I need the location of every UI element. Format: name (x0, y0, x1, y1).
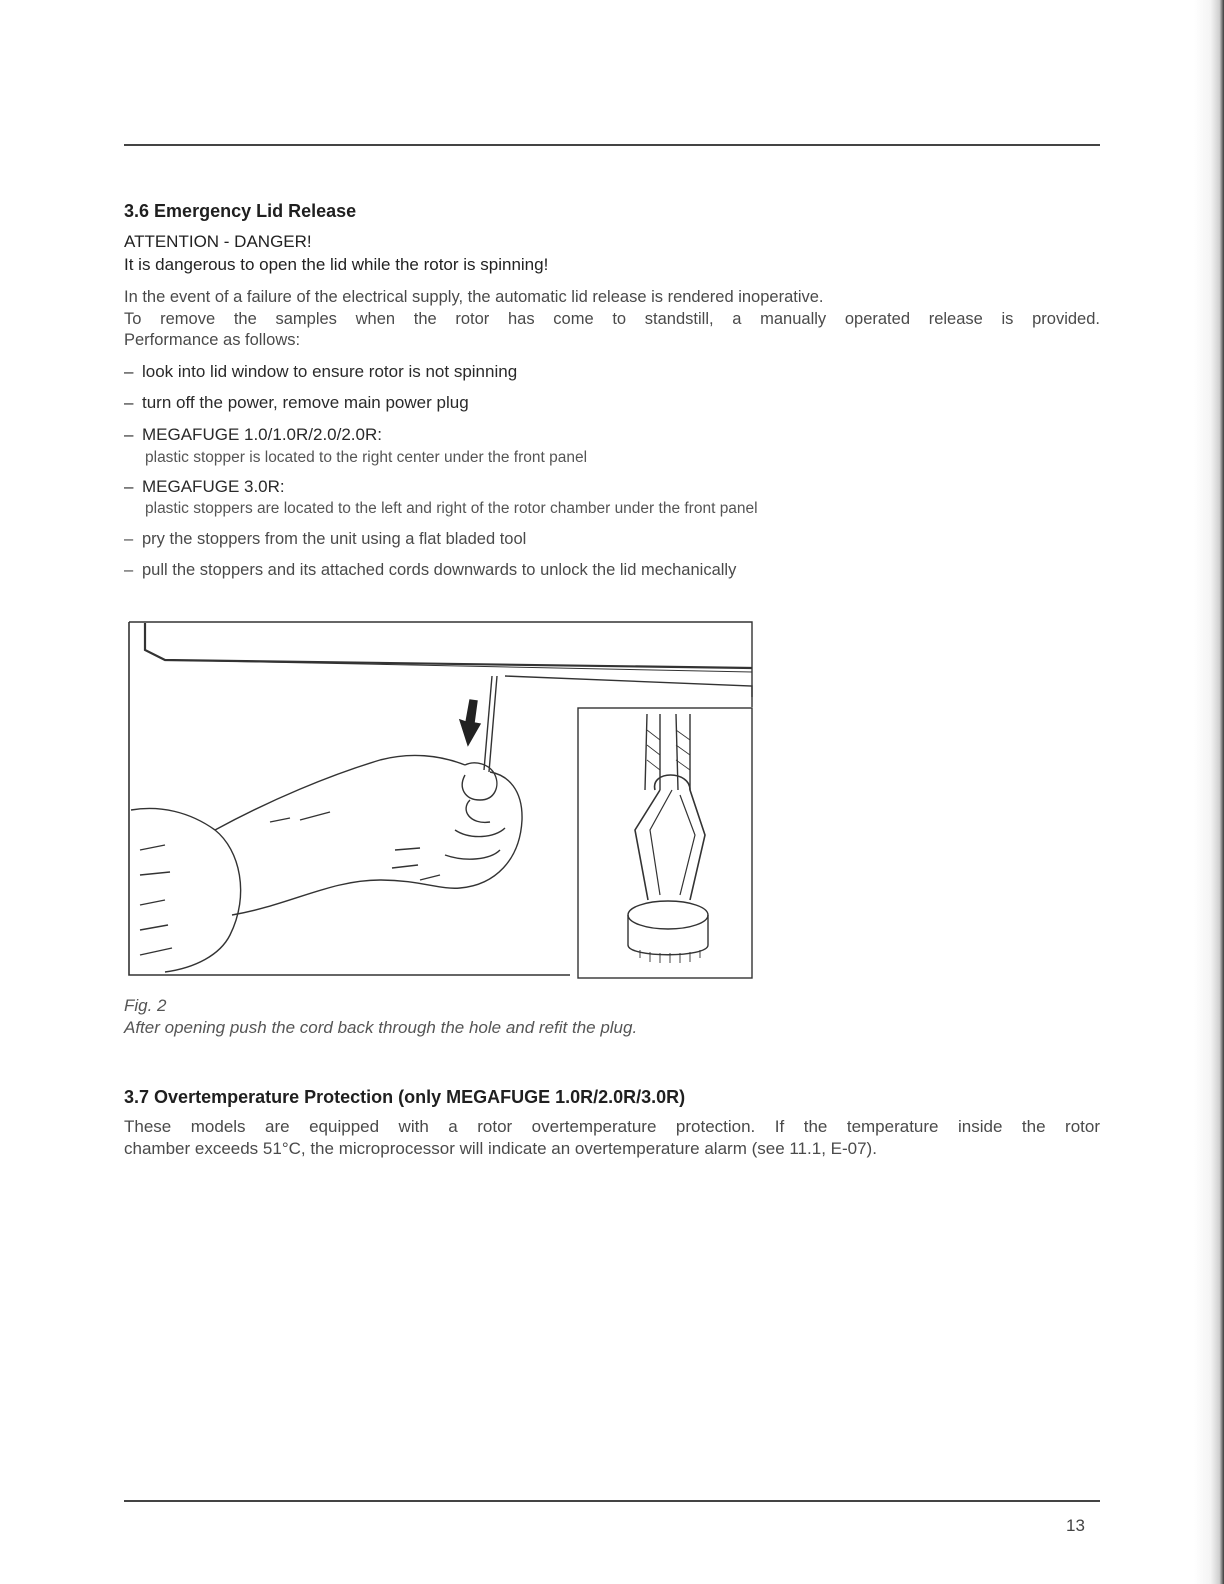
step-text: pull the stoppers and its attached cords downwards to unlock the lid mechanically (142, 561, 737, 579)
intro-line-1: In the event of a failure of the electrical supply, the automatic lid release is rendered inoperative. (124, 288, 824, 306)
list-dash: – (124, 530, 134, 548)
list-dash: – (124, 561, 134, 579)
step-text: MEGAFUGE 1.0/1.0R/2.0/2.0R: (142, 425, 382, 444)
list-dash: – (124, 362, 134, 381)
danger-warning: It is dangerous to open the lid while the rotor is spinning! (124, 255, 549, 274)
intro-line-2: To remove the samples when the rotor has come to standstill, a manually operated release is provided. (124, 310, 1100, 328)
step-text: turn off the power, remove main power plug (142, 393, 469, 412)
list-dash: – (124, 425, 134, 444)
section-3-7-line-2: chamber exceeds 51°C, the microprocessor will indicate an overtemperature alarm (see 11.1, E-07). (124, 1139, 877, 1158)
bottom-rule (124, 1500, 1100, 1502)
attention-line: ATTENTION - DANGER! (124, 232, 312, 251)
step-text: look into lid window to ensure rotor is not spinning (142, 362, 518, 381)
section-3-7-heading (124, 1087, 685, 1108)
section-3-6-title: Emergency Lid Release (154, 201, 357, 221)
list-dash: – (124, 477, 134, 496)
section-3-7-line-1: These models are equipped with a rotor overtemperature protection. If the temperature inside the rotor (124, 1117, 1100, 1136)
step-text: MEGAFUGE 3.0R: (142, 477, 285, 496)
figure-label: Fig. 2 (124, 996, 167, 1015)
list-dash: – (124, 393, 134, 412)
section-3-6-number: 3.6 (124, 201, 150, 221)
step-text: pry the stoppers from the unit using a flat bladed tool (142, 530, 527, 548)
section-3-7-number: 3.7 (124, 1087, 150, 1107)
section-3-7-title: Overtemperature Protection (only MEGAFUGE 1.0R/2.0R/3.0R) (154, 1087, 686, 1107)
intro-line-3: Performance as follows: (124, 331, 301, 349)
step-subtext: plastic stopper is located to the right center under the front panel (145, 449, 588, 466)
figure-caption: After opening push the cord back through the hole and refit the plug. (124, 1018, 638, 1037)
step-subtext: plastic stoppers are located to the left and right of the rotor chamber under the front panel (145, 500, 758, 517)
page-number: 13 (1066, 1516, 1085, 1535)
